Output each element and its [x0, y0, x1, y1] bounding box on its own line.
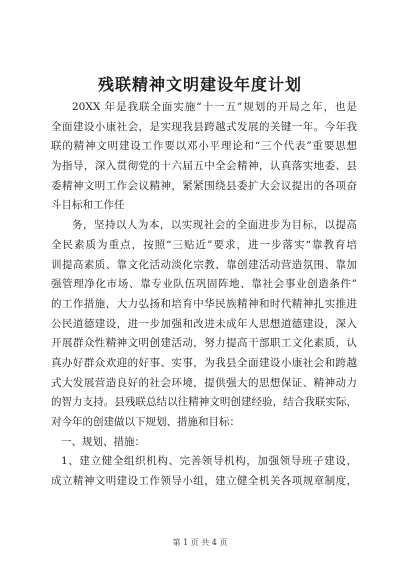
body-line: 全面建设小康社会，是实现我县跨越式发展的关键一年。今年我	[51, 120, 357, 133]
body-line: 公民道德建设，进一步加强和改进未成年人思想道德建设，深入	[51, 317, 357, 330]
body-line: 式大发展营造良好的社会环境，提供强大的思想保证、精神动力	[51, 376, 357, 389]
body-line: 训提高素质、靠文化活动淡化宗教、靠创建活动营造氛围、靠加	[51, 258, 357, 271]
body-line: 开展群众性精神文明创建活动，努力提高干部职工文化素质，认	[51, 337, 357, 350]
body-line: 1、建立健全组织机构、完善领导机构，加强领导班子建设，	[61, 455, 357, 468]
body-line: 委精神文明工作会议精神，紧紧围绕县委扩大会议提出的各项奋	[51, 179, 357, 192]
body-line: 20XX 年是我联全面实施“十一五”规划的开局之年，也是	[72, 101, 357, 113]
body-line: 全民素质为重点，按照“三贴近”要求，进一步落实“靠教育培	[51, 238, 357, 251]
body-line: 对今年的创建做以下规划、措施和目标：	[51, 416, 240, 428]
body-line: 的工作措施，大力弘扬和培育中华民族精神和时代精神扎实推进	[51, 297, 357, 310]
document-body	[51, 98, 357, 492]
body-line: 真办好群众欢迎的好事、实事，为我县全面建设小康社会和跨越	[51, 356, 357, 369]
body-line: 联的精神文明建设工作要以邓小平理论和“三个代表”重要思想	[51, 140, 357, 153]
body-line: 的智力支持。县残联总结以往精神文明创建经验，结合我联实际，	[51, 396, 357, 409]
page-indicator: 第 1 页 共 4 页	[172, 538, 228, 547]
body-line: 强管理净化市场、靠专业队伍巩固阵地、靠社会事业创造条件”	[51, 278, 357, 291]
body-line: 务，坚持以人为本，以实现社会的全面进步为目标，以提高	[72, 219, 357, 232]
section-heading: 一、规划、措施：	[61, 435, 145, 448]
body-line: 为指导，深入贯彻党的十六届五中全会精神，认真落实地委、县	[51, 160, 357, 173]
document-title: 残联精神文明建设年度计划	[97, 75, 302, 94]
body-line: 成立精神文明建设工作领导小组，建立健全机关各项规章制度，	[51, 475, 357, 488]
body-line: 斗目标和工作任	[51, 199, 125, 212]
